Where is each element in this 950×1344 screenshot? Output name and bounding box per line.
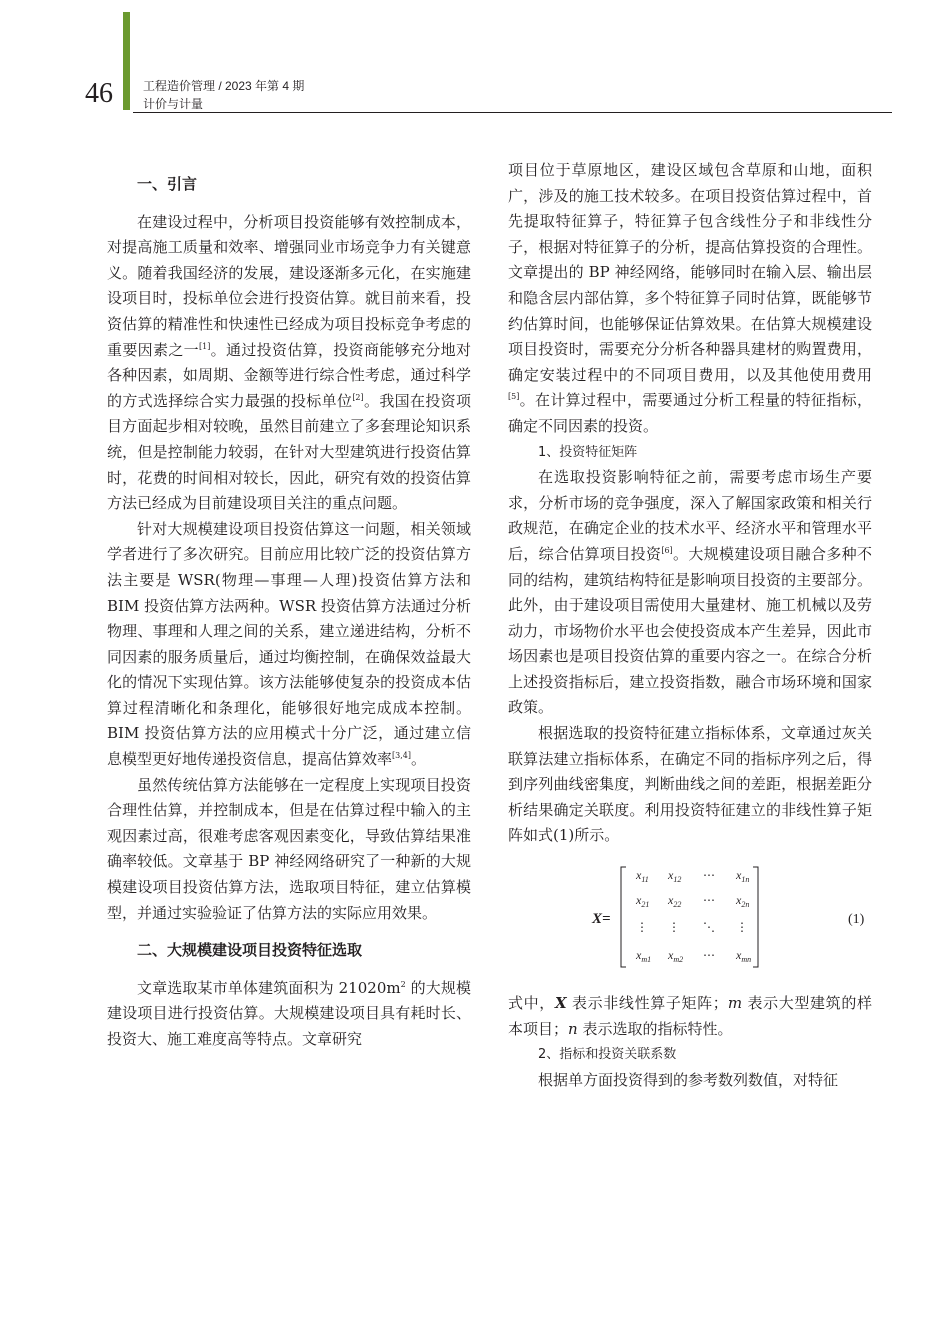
paragraph: 在建设过程中，分析项目投资能够有效控制成本，对提高施工质量和效率、增强同业市场竞争力有关键意义。随着我国经济的发展，建设逐渐多元化，在实施建设项目时，投标单位会进行投资估算。就目前来看，投资估算的精准性和快速性已经成为项目投标竞争考虑的重要因素之一[1]。通过投资估算，投资商能够充分地对各种因素，如周期、金额等进行综合性考虑，通过科学的方式选择综合实力最强的投标单位[2]。我国在投资项目方面起步相对较晚，虽然目前建立了多套理论知识系统，但是控制能力较弱，在针对大型建筑进行投资估算时，花费的时间相对较长，因此，研究有效的投资估算方法已经成为目前建设项目关注的重点问题。 [107,212,471,513]
matrix-cell: ⋮ [668,920,680,935]
matrix-cell: ⋮ [636,920,648,935]
matrix-cell: ⋯ [703,893,715,908]
citation: [6] [661,545,673,555]
paragraph: 虽然传统估算方法能够在一定程度上实现项目投资合理性估算，并控制成本，但是在估算过程中输入的主观因素过高，很难考虑客观因素变化，导致估算结果准确率较低。文章基于 BP 神经网络研究了一种新的大规模建设项目投资估算方法，选取项目特征，建立估算模型，并通过实验验证了估算方法的实际应用效果。 [107,775,471,922]
heading-feature-selection: 二、大规模建设项目投资特征选取 [137,942,363,960]
subheading-feature-matrix: 1、投资特征矩阵 [538,444,638,460]
equation-lhs: X= [592,911,611,928]
subheading-correlation: 2、指标和投资关联系数 [538,1047,677,1063]
matrix-cell: ⋯ [703,948,715,963]
paragraph: 在选取投资影响特征之前，需要考虑市场生产要求，分析市场的竞争强度，深入了解国家政策和相关行政规范，在确定企业的技术水平、经济水平和管理水平后，综合估算项目投资[6]。大规模建设项目融合多种不同的结构，建筑结构特征是影响项目投资的主要部分。此外，由于建设项目需使用大量建材、施工机械以及劳动力，市场物价水平也会使投资成本产生差异，因此市场因素也是项目投资估算的重要内容之一。在综合分析上述投资指标后，建立投资指数，融合市场环境和国家政策。 [508,468,872,717]
matrix-cell: ⋱ [703,920,715,935]
matrix-cell: ⋮ [736,920,748,935]
paragraph: 项目位于草原地区，建设区域包含草原和山地，面积广，涉及的施工技术较多。在项目投资估算过程中，首先提取特征算子，特征算子包含线性分子和非线性分子，根据对特征算子的分析，提高估算投资的合理性。文章提出的 BP 神经网络，能够同时在输入层、输出层和隐含层内部估算，多个特征算子同时估算，既能够节约估算时间，也能够保证估算效果。在估算大规模建设项目投资时，需要充分分析各种器具建材的购置费用，确定安装过程中的不同项目费用，以及其他使用费用[5]。在计算过程中，需要通过分析工程量的特征指标，确定不同因素的投资。 [508,161,872,435]
equation-1 [508,859,872,979]
matrix-cell: $x_{2n}$ [736,893,750,910]
journal-title: 工程造价管理 / 2023 年第 4 期 [143,79,305,93]
matrix-cell: $x_{mn}$ [736,948,752,965]
paragraph: 根据单方面投资得到的参考数列数值，对特征 [538,1070,839,1089]
citation: [1] [199,341,211,351]
citation: [5] [508,392,520,402]
matrix-cell: $x_{m2}$ [668,948,684,965]
paragraph: 根据选取的投资特征建立指标体系，文章通过灰关联算法建立指标体系，在确定不同的指标序列之后，得到序列曲线密集度，判断曲线之间的差距，根据差距分析结果确定关联度。利用投资特征建立的非线性算子矩阵如式(1)所示。 [508,724,872,845]
left-column [107,158,471,1053]
matrix-cell: ⋯ [703,868,715,883]
left-bracket [621,867,626,967]
matrix-equation [508,859,872,979]
matrix-cell: $x_{22}$ [668,893,682,910]
matrix-cells [635,868,751,964]
citation: [3,4] [392,751,411,761]
matrix-cell: $x_{m1}$ [636,948,652,965]
matrix-cell: $x_{21}$ [636,893,650,910]
matrix-cell: $x_{12}$ [668,868,682,885]
section-name: 计价与计量 [143,97,204,111]
matrix-cell: $x_{1n}$ [736,868,750,885]
paragraph: 文章选取某市单体建筑面积为 $21020m^2$ 的大规模建设项目进行投资估算。大规模建设项目具有耗时长、投资大、施工难度高等特点。文章研究 [107,978,471,1048]
paragraph: 式中，X 表示非线性算子矩阵；m 表示大型建筑的样本项目；n 表示选取的指标特性。 [508,994,872,1038]
page-number: 46 [85,78,113,109]
paragraph: 针对大规模建设项目投资估算这一问题，相关领域学者进行了多次研究。目前应用比较广泛的投资估算方法主要是 WSR(物理—事理—人理)投资估算方法和 BIM 投资估算方法两种。WSR 投资估算方法通过分析物理、事理和人理之间的关系，建立递进结构，分析不同因素的服务质量后，通过均衡控制，在确保效益最大化的情况下实现估算。该方法能够使复杂的投资成本估算过程清晰化和条理化，能够很好地完成成本控制。BIM 投资估算方法的应用模式十分广泛，通过建立信息模型更好地传递投资信息，提高估算效率[3,4]。 [107,519,471,769]
heading-introduction: 一、引言 [137,176,198,193]
citation: [2] [352,392,364,402]
equation-number: (1) [848,912,865,928]
right-column [508,158,872,1093]
header-accent-bar [123,12,130,110]
matrix-cell: $x_{11}$ [636,868,649,885]
right-bracket [753,867,758,967]
header-rule [133,112,892,113]
